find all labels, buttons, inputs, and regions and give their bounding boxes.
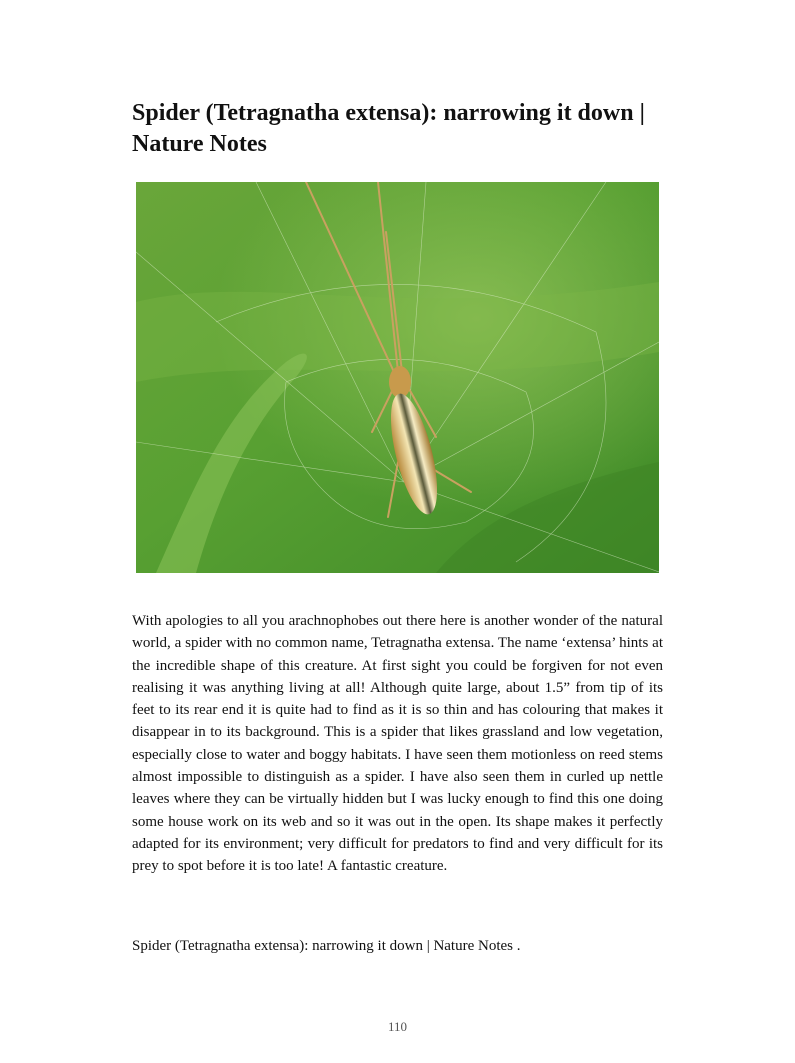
article-body: With apologies to all you arachnophobes out there here is another wonder of the natural world, a spider with no common name, Tetragnatha extensa. The name ‘extensa’ hints at the incredible shape of this creature. At first sight you could be forgiven for not even realising it was anything living at all! Although quite large, about 1.5” from tip of its feet to its rear end it is quite had to find as it is so thin and has colouring that makes it disappear in to its background. This is a spider that likes grassland and low vegetation, especially close to water and boggy habitats. I have seen them motionless on reed stems almost impossible to distinguish as a spider. I have also seen them in curled up nettle leaves where they can be virtually hidden but I was lucky enough to find this one doing some house work on its web and so it was out in the open. Its shape makes it perfectly adapted for its environment; very difficult for predators to find and very difficult for its prey to spot before it is too late! A fantastic creature. xyxy=(132,613,663,875)
page-number: 110 xyxy=(387,1019,408,1034)
source-citation: Spider (Tetragnatha extensa): narrowing it down | Nature Notes . xyxy=(132,938,521,954)
page-title: Spider (Tetragnatha extensa): narrowing it down | Nature Notes xyxy=(132,100,645,157)
spider-photo xyxy=(136,182,659,573)
